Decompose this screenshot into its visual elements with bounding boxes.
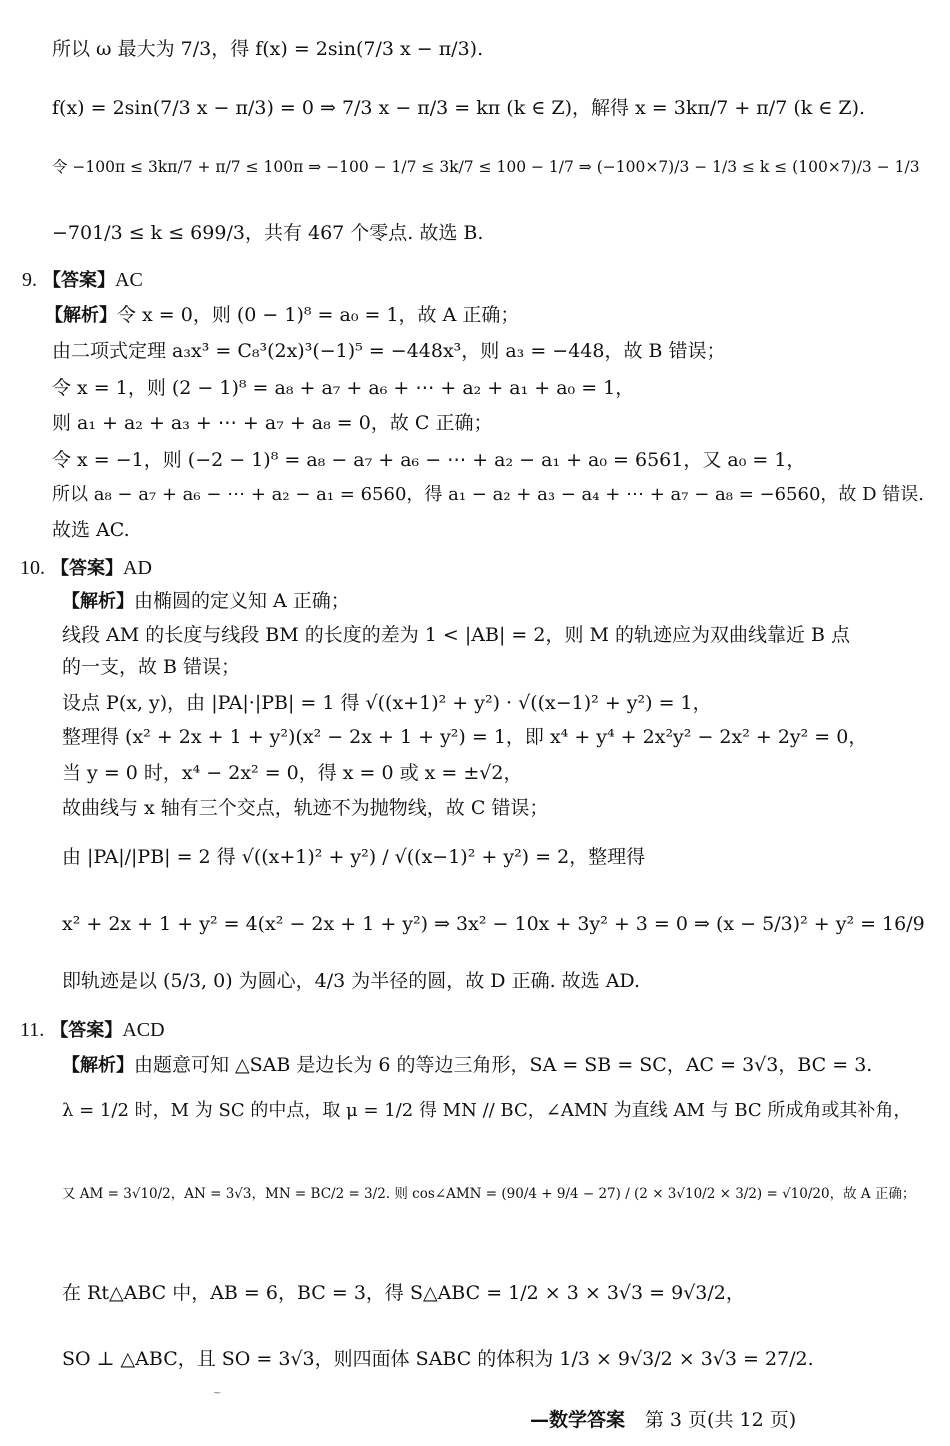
analysis-line: 当 y = 0 时，x⁴ − 2x² = 0，得 x = 0 或 x = ±√2， xyxy=(62,762,523,784)
analysis-line: 所以 a₈ − a₇ + a₆ − ⋯ + a₂ − a₁ = 6560，得 a₁ − a₂ + a₃ − a₄ + ⋯ + a₇ − a₈ = −6560，故 D 错误. xyxy=(52,484,924,505)
analysis-line: SO ⊥ △ABC，且 SO = 3√3，则四面体 SABC 的体积为 1/3 × 9√3/2 × 3√3 = 27/2. xyxy=(62,1348,814,1370)
analysis-label: 【解析】 xyxy=(62,591,134,612)
footer-page: 第 3 页(共 12 页) xyxy=(644,1409,797,1431)
analysis-text: 由椭圆的定义知 A 正确； xyxy=(134,590,350,612)
answer-value: AD xyxy=(123,557,152,579)
analysis-label: 【解析】 xyxy=(45,305,117,326)
analysis-line: 由 |PA|/|PB| = 2 得 √((x+1)² + y²) / √((x−1)² + y²) = 2，整理得 xyxy=(62,846,646,868)
question-9-header xyxy=(22,268,143,293)
answer-value: AC xyxy=(115,269,143,291)
analysis-line xyxy=(45,304,519,328)
analysis-line: 设点 P(x, y)，由 |PA|·|PB| = 1 得 √((x+1)² + y²) · √((x−1)² + y²) = 1， xyxy=(62,692,712,714)
analysis-text: 由题意可知 △SAB 是边长为 6 的等边三角形，SA = SB = SC，AC = 3√3，BC = 3. xyxy=(134,1054,873,1076)
analysis-line: 整理得 (x² + 2x + 1 + y²)(x² − 2x + 1 + y²) = 1，即 x⁴ + y⁴ + 2x²y² − 2x² + 2y² = 0， xyxy=(62,726,868,748)
analysis-line xyxy=(62,590,350,614)
analysis-line: 故选 AC. xyxy=(52,519,130,541)
analysis-line: 故曲线与 x 轴有三个交点，轨迹不为抛物线，故 C 错误； xyxy=(62,797,549,819)
footer-subject: —数学答案 xyxy=(530,1409,626,1431)
continuation-line: 所以 ω 最大为 7/3，得 f(x) = 2sin(7/3 x − π/3). xyxy=(52,38,484,60)
answer-label: 【答案】 xyxy=(43,270,116,291)
continuation-line: f(x) = 2sin(7/3 x − π/3) = 0 ⇒ 7/3 x − π/3 = kπ (k ∈ Z)，解得 x = 3kπ/7 + π/7 (k ∈ Z). xyxy=(52,97,866,119)
analysis-line xyxy=(62,1054,872,1078)
question-number: 9. xyxy=(22,269,37,291)
answer-label: 【答案】 xyxy=(51,558,124,579)
analysis-line: 令 x = 1，则 (2 − 1)⁸ = a₈ + a₇ + a₆ + ⋯ + a₂ + a₁ + a₀ = 1， xyxy=(52,377,635,399)
analysis-line: 又 AM = 3√10/2，AN = 3√3，MN = BC/2 = 3/2. 则 cos∠AMN = (90/4 + 9/4 − 27) / (2 × 3√10/2 × 3/2) = √10/20，故 A 正确； xyxy=(62,1186,916,1202)
question-11-header xyxy=(20,1018,165,1043)
continuation-line: −701/3 ≤ k ≤ 699/3，共有 467 个零点. 故选 B. xyxy=(52,222,484,244)
stray-mark: ~ xyxy=(213,1388,222,1399)
analysis-line: 在 Rt△ABC 中，AB = 6，BC = 3，得 S△ABC = 1/2 × 3 × 3√3 = 9√3/2， xyxy=(62,1282,745,1304)
question-10-header xyxy=(20,556,152,581)
answer-label: 【答案】 xyxy=(50,1020,123,1041)
question-number: 11. xyxy=(20,1019,45,1041)
answer-value: ACD xyxy=(122,1019,165,1041)
question-number: 10. xyxy=(20,557,45,579)
analysis-line: 则 a₁ + a₂ + a₃ + ⋯ + a₇ + a₈ = 0，故 C 正确； xyxy=(52,412,493,434)
analysis-line: x² + 2x + 1 + y² = 4(x² − 2x + 1 + y²) ⇒ 3x² − 10x + 3y² + 3 = 0 ⇒ (x − 5/3)² + y² = 16/9 xyxy=(62,913,925,935)
analysis-line: 令 x = −1，则 (−2 − 1)⁸ = a₈ − a₇ + a₆ − ⋯ + a₂ − a₁ + a₀ = 6561，又 a₀ = 1， xyxy=(52,449,806,471)
analysis-text: 令 x = 0，则 (0 − 1)⁸ = a₀ = 1，故 A 正确； xyxy=(117,304,520,326)
analysis-line: λ = 1/2 时，M 为 SC 的中点，取 μ = 1/2 得 MN // BC，∠AMN 为直线 AM 与 BC 所成角或其补角， xyxy=(62,1100,912,1121)
analysis-line: 的一支，故 B 错误； xyxy=(62,656,241,678)
analysis-label: 【解析】 xyxy=(62,1055,134,1076)
analysis-line: 线段 AM 的长度与线段 BM 的长度的差为 1 < |AB| = 2，则 M 的轨迹应为双曲线靠近 B 点 xyxy=(62,624,851,646)
continuation-line: 令 −100π ≤ 3kπ/7 + π/7 ≤ 100π ⇒ −100 − 1/7 ≤ 3k/7 ≤ 100 − 1/7 ⇒ (−100×7)/3 − 1/3 ≤ k ≤ (100×7)/3 − 1/3 xyxy=(52,158,920,176)
footer xyxy=(530,1405,796,1432)
analysis-line: 由二项式定理 a₃x³ = C₈³(2x)³(−1)⁵ = −448x³，则 a₃ = −448，故 B 错误； xyxy=(52,340,726,362)
analysis-line: 即轨迹是以 (5/3, 0) 为圆心，4/3 为半径的圆，故 D 正确. 故选 AD. xyxy=(62,970,641,992)
